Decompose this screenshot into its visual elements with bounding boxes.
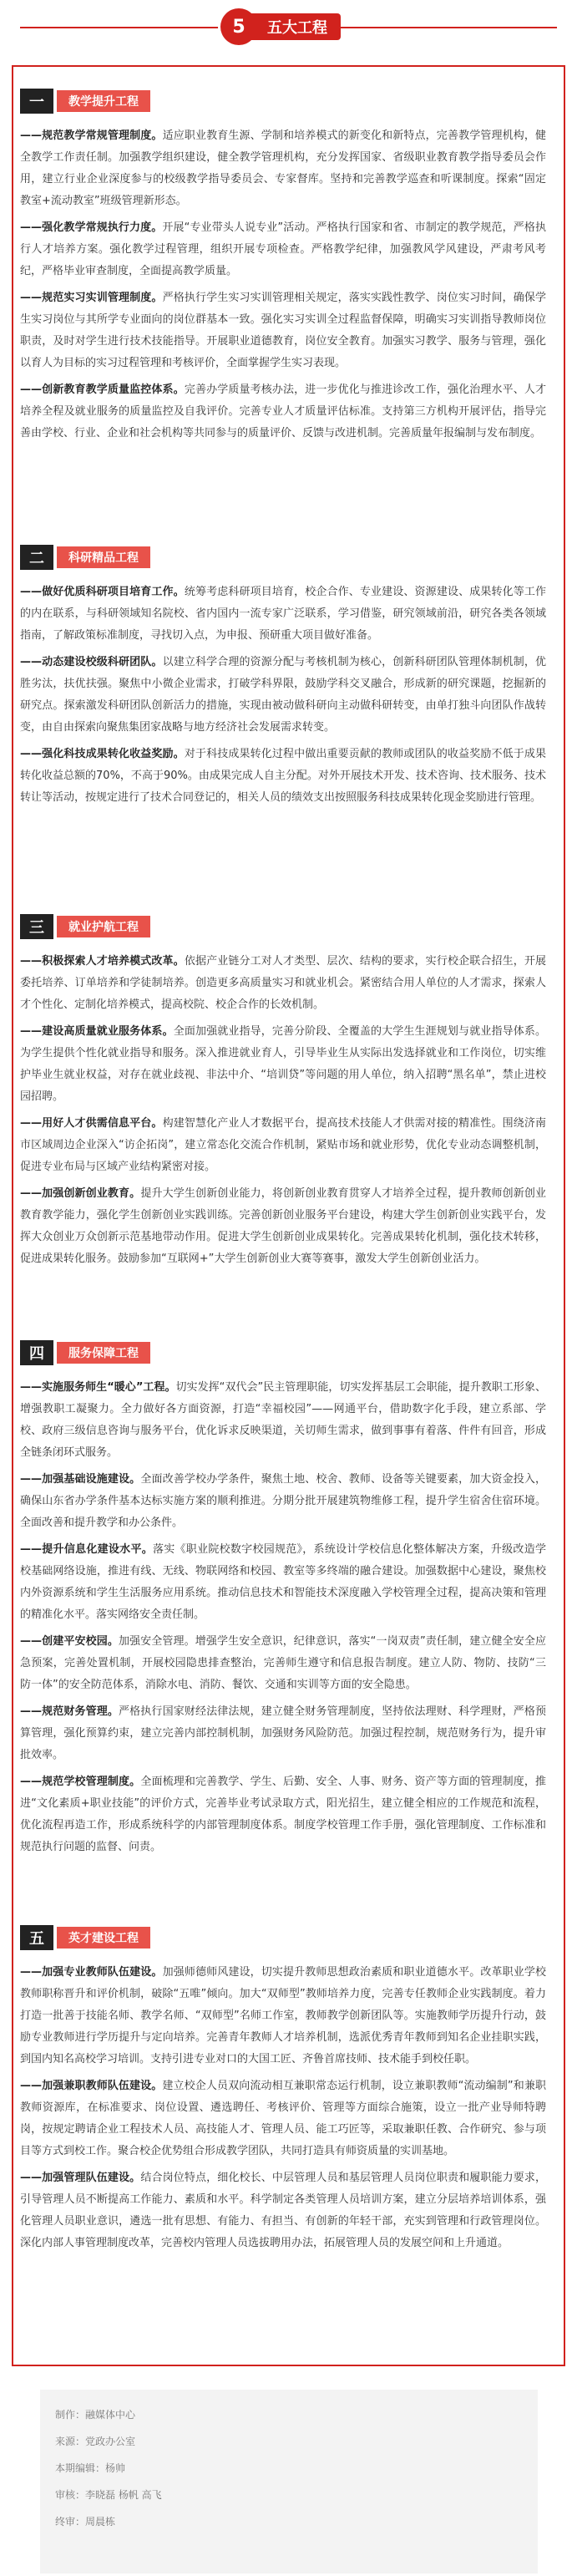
- credit-producer: 制作：融媒体中心: [55, 2409, 136, 2421]
- section-heading: [20, 1340, 546, 1365]
- paragraph-lead: ——加强管理队伍建设。: [20, 2172, 141, 2184]
- paragraph-text: 严格执行国家财经法律法规，建立健全财务管理制度，坚持依法理财、科学理财，严格预算管理，强化预算约束，建立完善内部控制机制，加强财务风险防范。加强过程控制，规范财务行为，提升审批效率。: [20, 1705, 546, 1761]
- paragraph-lead: ——强化教学常规执行力度。: [20, 221, 163, 234]
- paragraph-text: 统筹考虑科研项目培育，校企合作、专业建设、资源建设、成果转化等工作的内在联系，与科研领域知名院校、省内国内一流专家广泛联系，学习借鉴，研究领域前沿，研究各类各领域指南，了解政策标准制度，寻找切入点，为申报、预研重大项目做好准备。: [20, 586, 546, 642]
- paragraph: [20, 652, 546, 739]
- section-heading: [20, 914, 546, 939]
- paragraph-lead: ——规范教学常规管理制度。: [20, 130, 163, 142]
- paragraph-text: 全面改善学校办学条件，聚焦土地、校舍、教师、设备等关键要素，加大资金投入，确保山东省办学条件基本达标实施方案的顺利推进。分期分批开展建筑物维修工程，提升学生宿舍住宿环境。全面改善和提升教学和办公条件。: [20, 1473, 546, 1529]
- paragraph-text: 开展“专业带头人说专业”活动。严格执行国家和省、市制定的教学规范，严格执行人才培养方案。强化教学过程管理，组织开展专项检查。严格教学纪律，加强教风学风建设，严肃考风考纪，严格毕业审查制度，全面提高教学质量。: [20, 221, 546, 277]
- credit-final-review: 终审：周晨栋: [55, 2516, 116, 2528]
- section-number: 四: [20, 1340, 53, 1365]
- paragraph-text: 加强师德师风建设，切实提升教师思想政治素质和职业道德水平。改革职业学校教师职称晋升和评价机制，破除“五唯”倾向。加大“双师型”教师培养力度，完善专任教师企业实践制度。着力打造一批善于技能名师、教学名师、“双师型”名师工作室，教师教学创新团队等。实施教师学历提升行动，鼓励专业教师进行学历提升与定向培养。完善青年教师人才培养机制，选派优秀青年教师到知名企业挂职实践，到国内知名高校学习培训。支持引进专业对口的大国工匠、齐鲁首席技师、技术能手到校任职。: [20, 1966, 546, 2065]
- paragraph-lead: ——建设高质量就业服务体系。: [20, 1025, 174, 1038]
- section-title: 就业护航工程: [57, 916, 150, 937]
- paragraph: [20, 1021, 546, 1108]
- section-title: 服务保障工程: [57, 1342, 150, 1364]
- page-header: [0, 0, 577, 53]
- paragraph-text: 加强安全管理。增强学生安全意识，纪律意识，落实“一岗双责”责任制，建立健全安全应急预案，完善处置机制，开展校园隐患排查整治，完善师生遵守和信息报告制度。建立人防、物防、技防“三防一体”的安全防范体系，消除水电、消防、餐饮、交通和实训等方面的安全隐患。: [20, 1635, 546, 1691]
- paragraph-lead: ——用好人才供需信息平台。: [20, 1117, 163, 1130]
- section-3: [20, 914, 546, 1275]
- section-number: 三: [20, 914, 53, 939]
- section-number: 一: [20, 89, 53, 114]
- paragraph: [20, 287, 546, 374]
- paragraph-lead: ——规范财务管理。: [20, 1705, 119, 1718]
- paragraph-text: 构建智慧化产业人才数据平台，提高技术技能人才供需对接的精准性。围绕济南市区域周边企业深入“访企拓岗”，建立常态化交流合作机制，紧贴市场和就业形势，优化专业动态调整机制，促进专业布局与区域产业结构紧密对接。: [20, 1117, 546, 1173]
- section-1: [20, 89, 546, 450]
- paragraph-lead: ——做好优质科研项目培育工作。: [20, 586, 185, 598]
- section-title: 英才建设工程: [57, 1927, 150, 1949]
- section-number: 二: [20, 545, 53, 570]
- paragraph-lead: ——加强基础设施建设。: [20, 1473, 141, 1486]
- paragraph-text: 切实发挥“双代会”民主管理职能，切实发挥基层工会职能，提升教职工形象、增强教职工凝聚力。全力做好各方面资源，打造“幸福校园”——网通平台，借助数字化手段，建立系部、学校、政府三级信息咨询与服务平台，优化诉求反映渠道，关切师生需求，做到事事有着落、件件有回音，形成全链条闭环式服务。: [20, 1381, 546, 1459]
- paragraph-text: 对于科技成果转化过程中做出重要贡献的教师或团队的收益奖励不低于成果转化收益总额的70%，不高于90%。由成果完成人自主分配。对外开展技术开发、技术咨询、技术服务、技术转让等活动，按规定进行了技术合同登记的，相关人员的绩效支出按照服务科技成果转化现金奖励进行管理。: [20, 748, 546, 804]
- paragraph-text: 完善办学质量考核办法，进一步优化与推进诊改工作，强化治理水平、人才培养全程及就业服务的质量监控及自我评价。完善专业人才质量评估标准。支持第三方机构开展评估，指导完善由学校、行业、企业和社会机构等共同参与的质量评价、反馈与改进机制。完善质量年报编制与发布制度。: [20, 384, 546, 439]
- paragraph-lead: ——强化科技成果转化收益奖励。: [20, 748, 185, 760]
- paragraph-lead: ——规范实习实训管理制度。: [20, 292, 163, 304]
- paragraph: [20, 1962, 546, 2070]
- paragraph: [20, 1183, 546, 1270]
- section-heading: [20, 1925, 546, 1950]
- paragraph-text: 全面梳理和完善教学、学生、后勤、安全、人事、财务、资产等方面的管理制度，推进“文化素质+职业技能”的评价方式，完善毕业考试录取方式，阳光招生，建立健全相应的工作规范和流程，优化流程再造工作，形成系统科学的内部管理制度体系。制度学校管理工作手册，强化管理制度、工作标准和规范执行问题的监督、问责。: [20, 1776, 546, 1853]
- section-heading: [20, 89, 546, 114]
- paragraph: [20, 379, 546, 445]
- credit-source: 来源：党政办公室: [55, 2436, 136, 2447]
- paragraph-lead: ——实施服务师生“暖心”工程。: [20, 1381, 176, 1394]
- paragraph: [20, 582, 546, 647]
- paragraph-lead: ——提升信息化建设水平。: [20, 1543, 153, 1556]
- section-5: [20, 1925, 546, 2259]
- section-title: 科研精品工程: [57, 546, 150, 568]
- paragraph-text: 严格执行学生实习实训管理相关规定，落实实践性教学、岗位实习时间，确保学生实习岗位与其所学专业面向的岗位群基本一致。强化实习实训全过程监督保障，明确实习实训指导教师岗位职责，及时对学生进行技术技能指导。开展职业道德教育，岗位安全教育。加强实习教学、服务与管理，强化以育人为目标的实习过程管理和考核评价，全面掌握学生实习表现。: [20, 292, 546, 369]
- credit-reviewers: 审核：李晓磊 杨帆 高飞: [55, 2489, 162, 2501]
- paragraph-text: 适应职业教育生源、学制和培养模式的新变化和新特点，完善教学管理机构，健全教学工作责任制。加强教学组织建设，健全教学管理机构，充分发挥国家、省级职业教育教学指导委员会作用，建立行业企业深度参与的校级教学指导委员会、专家督库。坚持和完善教学巡查和听课制度。探索“固定教室+流动教室”班级管理新形态。: [20, 130, 546, 207]
- section-4: [20, 1340, 546, 1863]
- paragraph: [20, 2167, 546, 2254]
- paragraph-text: 提升大学生创新创业能力，将创新创业教育贯穿人才培养全过程，提升教师创新创业教育教学能力，强化学生创新创业实践训练。完善创新创业服务平台建设，构建大学生创新创业实践平台，发挥大众创业万众创新示范基地带动作用。促进大学生创新创业成果转化。完善成果转化机制，强化技术转移，促进成果转化服务。鼓励参加“互联网+”大学生创新创业大赛等赛事，激发大学生创新创业活力。: [20, 1187, 546, 1265]
- section-2: [20, 545, 546, 814]
- paragraph: [20, 951, 546, 1016]
- paragraph-text: 依据产业链分工对人才类型、层次、结构的要求，实行校企联合招生，开展委托培养、订单培养和学徒制培养。创造更多高质量实习和就业机会。紧密结合用人单位的人才需求，探索人才个性化、定制化培养模式，提高校院、校企合作的长效机制。: [20, 955, 546, 1011]
- paragraph-lead: ——加强创新创业教育。: [20, 1187, 141, 1200]
- section-title: 教学提升工程: [57, 90, 150, 112]
- header-title: 五大工程: [251, 13, 341, 40]
- credits-footer: [40, 2390, 538, 2573]
- section-number: 五: [20, 1925, 53, 1950]
- credit-editor: 本期编辑：杨帅: [55, 2462, 126, 2474]
- paragraph-text: 建立校企人员双向流动相互兼职常态运行机制，设立兼职教师“流动编制”和兼职教师资源库，在标准要求、岗位设置、遴选聘任、考核评价、管理等方面综合施策，设立一批产业导师特聘岗，按规定聘请企业工程技术人员、高技能人才、管理人员、能工巧匠等，采取兼职任教、合作研究、参与项目等方式到校工作。聚合校企优势组合形成教学团队，共同打造具有师资质量的实训基地。: [20, 2080, 546, 2157]
- paragraph-lead: ——动态建设校级科研团队。: [20, 656, 163, 668]
- paragraph: [20, 1377, 546, 1464]
- paragraph: [20, 1771, 546, 1858]
- paragraph-lead: ——规范学校管理制度。: [20, 1776, 141, 1788]
- paragraph-lead: ——创新教育教学质量监控体系。: [20, 384, 185, 396]
- section-heading: [20, 545, 546, 570]
- paragraph: [20, 2076, 546, 2162]
- paragraph-text: 结合岗位特点，细化校长、中层管理人员和基层管理人员岗位职责和履职能力要求，引导管理人员不断提高工作能力、素质和水平。科学制定各类管理人员培训方案，建立分层培养培训体系，强化管理人员职业意识，遴选一批有思想、有能力、有担当、有创新的年轻干部，充实到管理和行政管理岗位。深化内部人事管理制度改革，完善校内管理人员选拔聘用办法，拓展管理人员的发展空间和上升通道。: [20, 2172, 546, 2249]
- paragraph: [20, 744, 546, 809]
- paragraph: [20, 125, 546, 212]
- paragraph-lead: ——创建平安校园。: [20, 1635, 119, 1648]
- paragraph: [20, 1113, 546, 1178]
- paragraph: [20, 1539, 546, 1626]
- paragraph: [20, 217, 546, 282]
- paragraph-lead: ——积极探索人才培养模式改革。: [20, 955, 185, 968]
- header-badge: [220, 8, 357, 45]
- paragraph-text: 全面加强就业指导，完善分阶段、全覆盖的大学生生涯规划与就业指导体系。为学生提供个性化就业指导和服务。深入推进就业育人，引导毕业生从实际出发选择就业和工作岗位，切实维护毕业生就业权益，对存在就业歧视、非法中介、“培训贷”等问题的用人单位，纳入招聘“黑名单”，禁止进校园招聘。: [20, 1025, 546, 1103]
- paragraph: [20, 1701, 546, 1766]
- paragraph: [20, 1631, 546, 1696]
- header-number: 5: [220, 8, 257, 45]
- paragraph-text: 以建立科学合理的资源分配与考核机制为核心，创新科研团队管理体制机制，优胜劣汰，扶优扶强。聚焦中小微企业需求，打破学科界限，鼓励学科交叉融合，形成新的研究课题，挖掘新的研究点。探索激发科研团队创新活力的措施，实现由被动做科研向主动做科研转变，由单打独斗向团队作战转变，由自由探索向聚焦集团家战略与地方经济社会发展需求转变。: [20, 656, 546, 734]
- paragraph-lead: ——加强兼职教师队伍建设。: [20, 2080, 163, 2092]
- paragraph-lead: ——加强专业教师队伍建设。: [20, 1966, 163, 1979]
- paragraph-text: 落实《职业院校数字校园规范》，系统设计学校信息化整体解决方案，升级改造学校基础网络设施，推进有线、无线、物联网络和校园、教室等多终端的融合建设。加强数据中心建设，聚焦校内外资源系统和学生生活服务应用系统。推动信息技术和智能技术深度融入学校管理全过程，提高决策和管理的精准化水平。落实网络安全责任制。: [20, 1543, 546, 1621]
- paragraph: [20, 1469, 546, 1534]
